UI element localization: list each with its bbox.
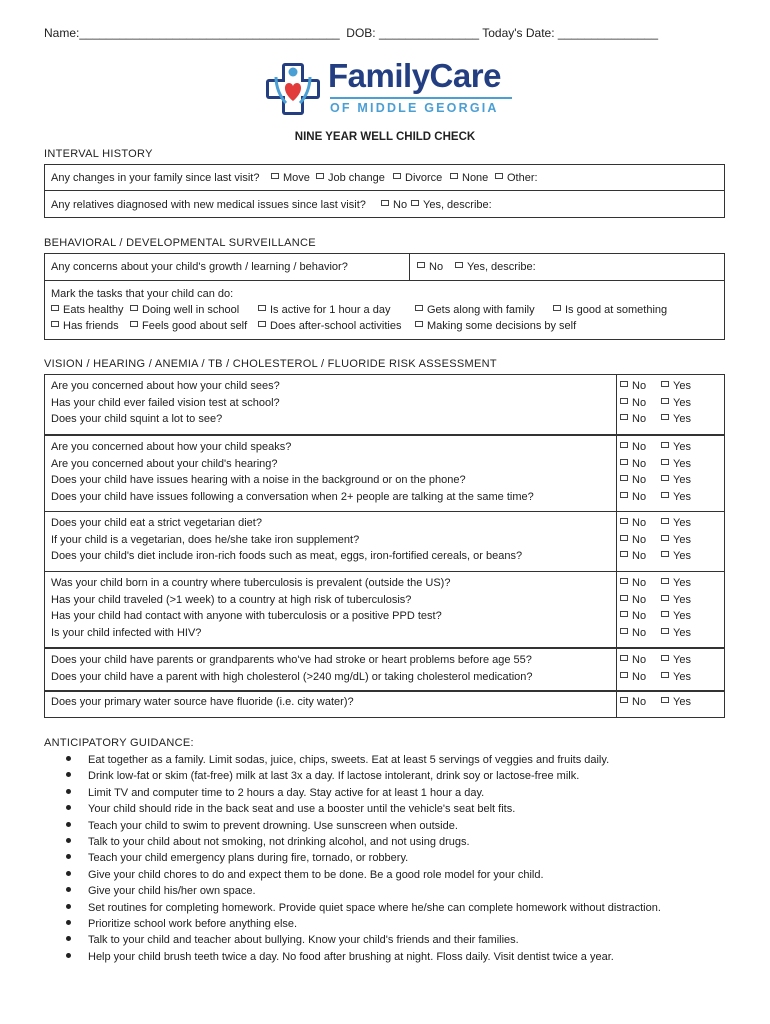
risk-question: If your child is a vegetarian, does he/she take iron supplement? [51,533,360,546]
guidance-item: Help your child brush teeth twice a day. No food after brushing at night. Floss daily. Visit dentist twice a year. [66,951,614,963]
checkbox-icon[interactable] [661,578,669,584]
task-gets-along-family[interactable]: Gets along with family [415,304,535,316]
bullet-icon [66,871,71,876]
guidance-item: Talk to your child and teacher about bullying. Know your child's friends and their families. [66,934,519,946]
checkbox-icon[interactable] [258,321,266,327]
checkbox-icon[interactable] [620,492,628,498]
option-no[interactable]: No [417,261,443,273]
option-yes[interactable]: Yes [661,550,691,562]
logo-divider [330,97,512,99]
bullet-icon [66,805,71,810]
checkbox-icon[interactable] [620,672,628,678]
option-yes[interactable]: Yes [661,610,691,622]
tasks-label: Mark the tasks that your child can do: [51,288,234,300]
risk-group [44,374,725,435]
checkbox-icon[interactable] [130,305,138,311]
checkbox-icon[interactable] [661,518,669,524]
bullet-icon [66,920,71,925]
option-no[interactable]: No [381,199,407,211]
option-yes[interactable]: Yes [661,397,691,409]
option-none[interactable]: None [450,172,488,184]
bullet-icon [66,789,71,794]
risk-question: Are you concerned about how your child speaks? [51,441,292,453]
checkbox-icon[interactable] [620,535,628,541]
risk-question: Does your child eat a strict vegetarian diet? [51,517,262,529]
option-no[interactable]: No [620,413,646,425]
option-no[interactable]: No [620,458,646,470]
option-no[interactable]: No [620,441,646,453]
option-yes[interactable]: Yes [661,441,691,453]
name-field[interactable]: _______________________________________ [79,26,340,40]
bullet-icon [66,904,71,909]
option-no[interactable]: No [620,671,646,683]
checkbox-icon[interactable] [620,381,628,387]
bullet-icon [66,936,71,941]
task-doing-well-school[interactable]: Doing well in school [130,304,239,316]
checkbox-icon[interactable] [620,414,628,420]
checkbox-icon[interactable] [495,173,503,179]
option-yes[interactable]: Yes [661,413,691,425]
checkbox-icon[interactable] [620,611,628,617]
option-yes[interactable]: Yes [661,517,691,529]
checkbox-icon[interactable] [661,672,669,678]
task-feels-good-self[interactable]: Feels good about self [130,320,247,332]
option-yes[interactable]: Yes [661,654,691,666]
checkbox-icon[interactable] [258,305,266,311]
dob-label: DOB: [346,26,376,40]
logo-name: FamilyCare [328,57,501,94]
option-yes[interactable]: Yes [661,671,691,683]
option-yes[interactable]: Yes [661,577,691,589]
checkbox-icon[interactable] [661,697,669,703]
option-no[interactable]: No [620,594,646,606]
interval-q1: Any changes in your family since last visit? [51,172,260,184]
checkbox-icon[interactable] [381,200,389,206]
option-yes[interactable]: Yes [661,696,691,708]
guidance-item: Teach your child emergency plans during fire, tornado, or robbery. [66,852,408,864]
option-divorce[interactable]: Divorce [393,172,442,184]
checkbox-icon[interactable] [620,518,628,524]
checkbox-icon[interactable] [620,551,628,557]
risk-question: Does your child squint a lot to see? [51,413,223,425]
risk-question: Has your child had contact with anyone with tuberculosis or a positive PPD test? [51,610,442,622]
behavioral-tasks-box [44,280,725,340]
bullet-icon [66,822,71,827]
option-no[interactable]: No [620,654,646,666]
option-no[interactable]: No [620,491,646,503]
option-no[interactable]: No [620,696,646,708]
option-no[interactable]: No [620,610,646,622]
checkbox-icon[interactable] [620,655,628,661]
checkbox-icon[interactable] [620,697,628,703]
risk-question: Does your primary water source have fluoride (i.e. city water)? [51,696,354,708]
dob-field[interactable]: _______________ [378,26,480,40]
risk-group [44,690,725,718]
risk-question: Are you concerned about your child's hearing? [51,457,278,470]
checkbox-icon[interactable] [661,628,669,634]
option-no[interactable]: No [620,380,646,392]
checkbox-icon[interactable] [553,305,561,311]
checkbox-icon[interactable] [620,628,628,634]
checkbox-icon[interactable] [450,173,458,179]
option-yes[interactable]: Yes [661,491,691,503]
risk-question: Does your child's diet include iron-rich foods such as meat, eggs, iron-fortified cereals, or beans? [51,550,523,562]
guidance-item: Give your child his/her own space. [66,885,256,897]
behavioral-heading: BEHAVIORAL / DEVELOPMENTAL SURVEILLANCE [44,237,316,249]
option-no[interactable]: No [620,517,646,529]
logo-subtitle: OF MIDDLE GEORGIA [330,101,499,115]
checkbox-icon[interactable] [661,459,669,465]
checkbox-icon[interactable] [316,173,324,179]
option-no[interactable]: No [620,534,646,546]
option-no[interactable]: No [620,550,646,562]
task-after-school[interactable]: Does after-school activities [258,320,401,332]
checkbox-icon[interactable] [661,535,669,541]
guidance-item: Drink low-fat or skim (fat-free) milk at last 3x a day. If lactose intolerant, drink soy or lactose-free milk. [66,770,579,782]
task-good-at-something[interactable]: Is good at something [553,304,667,316]
risk-group [44,511,725,572]
checkbox-icon[interactable] [661,551,669,557]
checkbox-icon[interactable] [661,381,669,387]
date-field[interactable]: _______________ [557,26,658,40]
cross-heart-icon [262,57,324,121]
option-no[interactable]: No [620,577,646,589]
checkbox-icon[interactable] [411,200,419,206]
guidance-item: Set routines for completing homework. Provide quiet space where he/she can complete homework without distraction. [66,902,661,914]
guidance-item: Talk to your child about not smoking, not drinking alcohol, and not using drugs. [66,836,470,848]
risk-group [44,571,725,648]
patient-header [44,26,658,40]
checkbox-icon[interactable] [620,475,628,481]
guidance-item: Eat together as a family. Limit sodas, juice, chips, sweets. Eat at least 5 servings of veggies and fruits daily. [66,754,609,766]
risk-question: Does your child have issues hearing with a noise in the background or on the phone? [51,474,466,486]
checkbox-icon[interactable] [661,414,669,420]
checkbox-icon[interactable] [51,321,59,327]
bullet-icon [66,854,71,859]
form-title: NINE YEAR WELL CHILD CHECK [294,131,476,143]
option-other[interactable]: Other: [495,172,538,184]
option-no[interactable]: No [620,627,646,639]
risk-group [44,435,725,512]
option-yes-describe[interactable]: Yes, describe: [411,199,492,211]
bullet-icon [66,887,71,892]
checkbox-icon[interactable] [620,459,628,465]
checkbox-icon[interactable] [661,398,669,404]
option-yes[interactable]: Yes [661,458,691,470]
checkbox-icon[interactable] [130,321,138,327]
risk-question: Is your child infected with HIV? [51,626,202,639]
checkbox-icon[interactable] [661,655,669,661]
task-has-friends[interactable]: Has friends [51,320,119,332]
bullet-icon [66,838,71,843]
checkbox-icon[interactable] [620,595,628,601]
checkbox-icon[interactable] [415,321,423,327]
option-yes[interactable]: Yes [661,534,691,546]
name-label: Name: [44,26,80,40]
interval-q2-row [44,190,725,218]
option-yes[interactable]: Yes [661,594,691,606]
option-yes[interactable]: Yes [661,627,691,639]
checkbox-icon[interactable] [661,442,669,448]
guidance-item: Teach your child to swim to prevent drowning. Use sunscreen when outside. [66,820,458,832]
risk-group [44,648,725,692]
checkbox-icon[interactable] [661,475,669,481]
guidance-item: Limit TV and computer time to 2 hours a day. Stay active for at least 1 hour a day. [66,787,484,799]
guidance-item: Prioritize school work before anything else. [66,918,297,930]
risk-question: Does your child have issues following a conversation when 2+ people are talking at the same time? [51,490,534,503]
option-yes[interactable]: Yes [661,474,691,486]
risk-question: Are you concerned about how your child sees? [51,380,280,392]
checkbox-icon[interactable] [415,305,423,311]
task-active-1-hour[interactable]: Is active for 1 hour a day [258,304,390,316]
option-yes[interactable]: Yes [661,380,691,392]
checkbox-icon[interactable] [661,611,669,617]
option-no[interactable]: No [620,474,646,486]
task-making-decisions[interactable]: Making some decisions by self [415,320,576,332]
checkbox-icon[interactable] [620,442,628,448]
option-job-change[interactable]: Job change [316,172,385,184]
checkbox-icon[interactable] [393,173,401,179]
option-yes-describe[interactable]: Yes, describe: [455,261,536,273]
interval-q2: Any relatives diagnosed with new medical issues since last visit? [51,199,366,211]
risk-question: Has your child ever failed vision test at school? [51,396,280,409]
task-eats-healthy[interactable]: Eats healthy [51,304,124,316]
behavioral-q: Any concerns about your child's growth / learning / behavior? [51,261,348,273]
familycare-logo [262,57,514,121]
guidance-item: Give your child chores to do and expect them to be done. Be a good role model for your child. [66,869,544,881]
checkbox-icon[interactable] [620,578,628,584]
checkbox-icon[interactable] [661,492,669,498]
risk-question: Does your child have a parent with high cholesterol (>240 mg/dL) or taking cholesterol medication? [51,670,533,683]
checkbox-icon[interactable] [417,262,425,268]
checkbox-icon[interactable] [271,173,279,179]
bullet-icon [66,756,71,761]
date-label: Today's Date: [482,26,555,40]
bullet-icon [66,772,71,777]
guidance-heading: ANTICIPATORY GUIDANCE: [44,737,194,749]
interval-heading: INTERVAL HISTORY [44,148,153,160]
risk-heading: VISION / HEARING / ANEMIA / TB / CHOLESTEROL / FLUORIDE RISK ASSESSMENT [44,358,497,370]
checkbox-icon[interactable] [661,595,669,601]
risk-question: Does your child have parents or grandparents who've had stroke or heart problems before age 55? [51,654,532,666]
checkbox-icon[interactable] [620,398,628,404]
risk-question: Has your child traveled (>1 week) to a country at high risk of tuberculosis? [51,593,412,606]
checkbox-icon[interactable] [51,305,59,311]
guidance-item: Your child should ride in the back seat and use a booster until the vehicle's seat belt fits. [66,803,515,815]
bullet-icon [66,953,71,958]
behavioral-q-row [44,253,725,281]
interval-q1-row [44,164,725,191]
checkbox-icon[interactable] [455,262,463,268]
option-move[interactable]: Move [271,172,310,184]
risk-question: Was your child born in a country where tuberculosis is prevalent (outside the US)? [51,577,451,589]
option-no[interactable]: No [620,397,646,409]
